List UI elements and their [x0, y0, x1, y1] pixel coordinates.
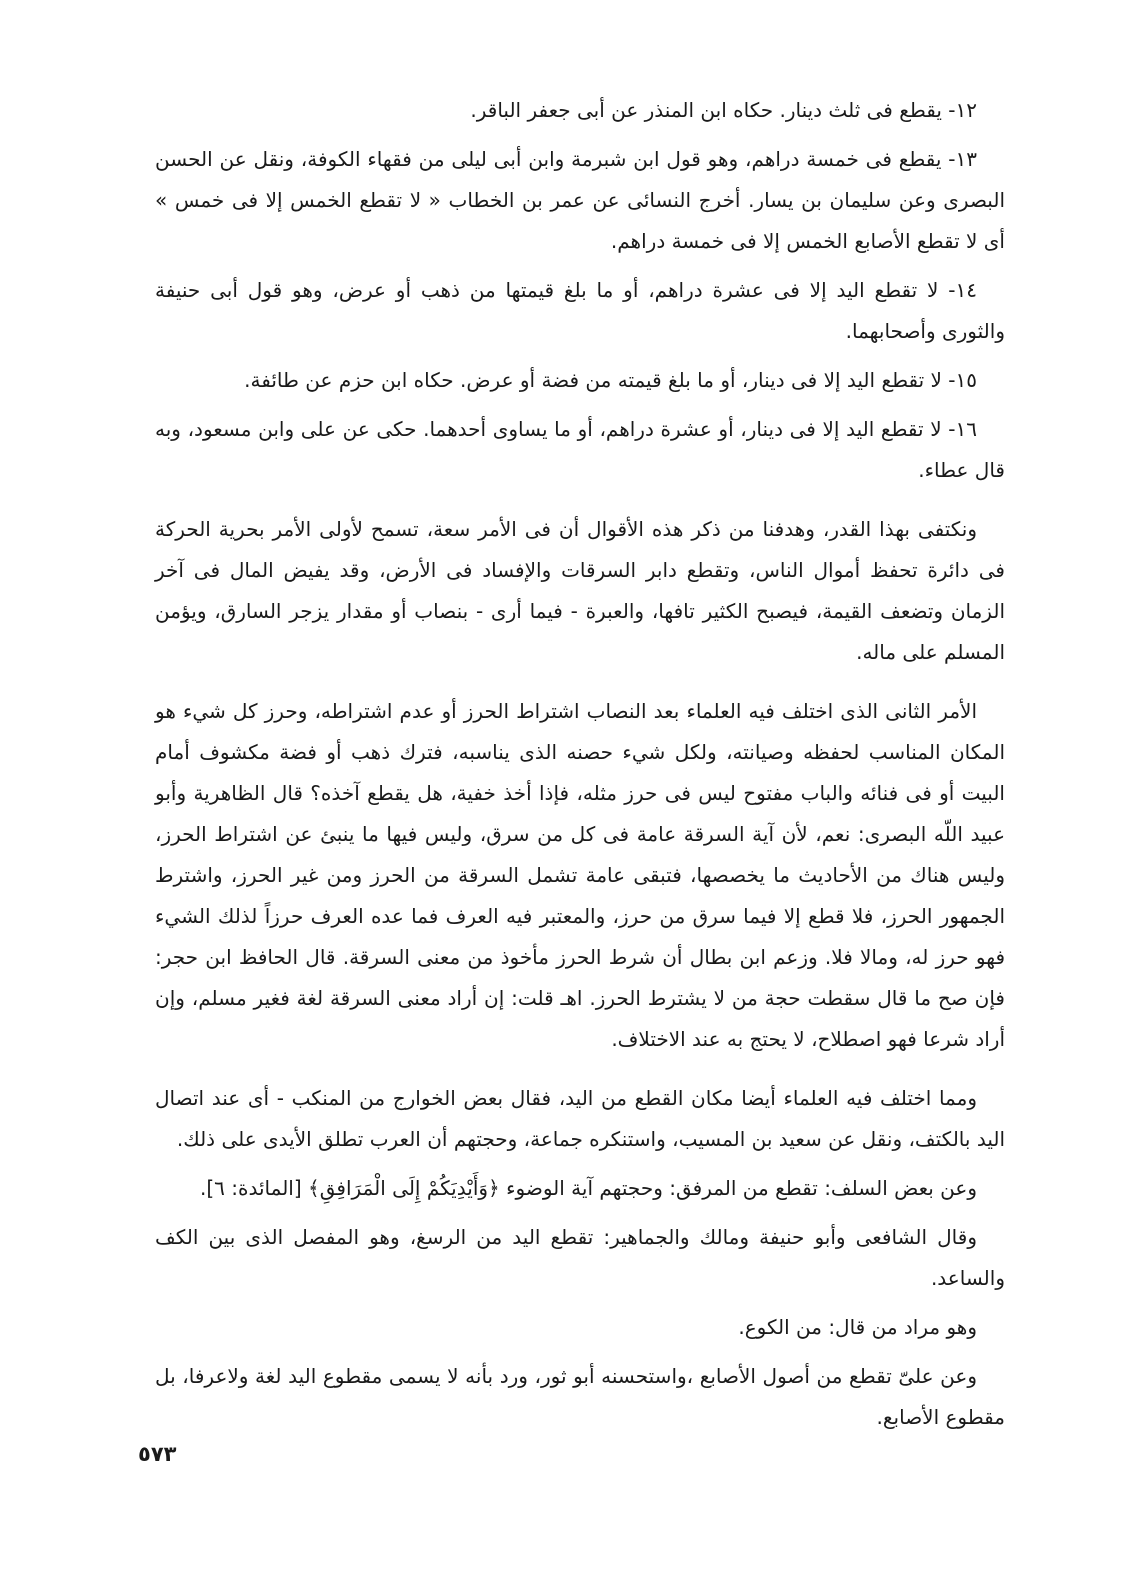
paragraph-wrist: وقال الشافعى وأبو حنيفة ومالك والجماهير: تقطع اليد من الرسغ، وهو المفصل الذى بين الكف والساعد. [155, 1225, 1005, 1290]
list-item-13: ١٣- يقطع فى خمسة دراهم، وهو قول ابن شبرمة وابن أبى ليلى من فقهاء الكوفة، ونقل عن الحسن البصرى وعن سليمان بن يسار. أخرج النسائى عن عمر بن الخطاب « لا تقطع الخمس إلا فى خمس » أى لا تقطع الأصابع الخمس إلا فى خمسة دراهم. [155, 147, 1005, 253]
list-item-15: ١٥- لا تقطع اليد إلا فى دينار، أو ما بلغ قيمته من فضة أو عرض. حكاه ابن حزم عن طائفة. [244, 368, 977, 392]
paragraph-cut-location: ومما اختلف فيه العلماء أيضا مكان القطع من اليد، فقال بعض الخوارج من المنكب - أى عند اتصال اليد بالكتف، ونقل عن سعيد بن المسيب، واستنكره جماعة، وحجتهم أن العرب تطلق الأيدى على ذلك. [155, 1086, 1005, 1151]
paragraph-kuu: وهو مراد من قال: من الكوع. [738, 1315, 977, 1339]
paragraph-hirz: الأمر الثانى الذى اختلف فيه العلماء بعد النصاب اشتراط الحرز أو عدم اشتراطه، وحرز كل شيء هو المكان المناسب لحفظه وصيانته، ولكل شيء حصنه الذى يناسبه، فترك ذهب أو فضة مكشوف أمام البيت أو فى فنائه والباب مفتوح ليس فى حرز مثله، فإذا أخذ خفية، هل يقطع آخذه؟ قال الظاهرية وأبو عبيد اللّه البصرى: نعم، لأن آية السرقة عامة فى كل من سرق، وليس فيها ما ينبئ عن اشتراط الحرز، وليس هناك من الأحاديث ما يخصصها، فتبقى عامة تشمل السرقة من الحرز ومن غير الحرز، واشترط الجمهور الحرز، فلا قطع إلا فيما سرق من حرز، والمعتبر فيه العرف فما عده العرف حرزاً لذلك الشيء فهو حرز له، ومالا فلا. وزعم ابن بطال أن شرط الحرز مأخوذ من معنى السرقة. قال الحافظ ابن حجر: فإن صح ما قال سقطت حجة من لا يشترط الحرز. اهـ قلت: إن أراد معنى السرقة لغة فغير مسلم، وإن أراد شرعا فهو اصطلاح، لا يحتج به عند الاختلاف. [155, 699, 1005, 1051]
paragraph-fingers: وعن علىّ تقطع من أصول الأصابع ،واستحسنه أبو ثور، ورد بأنه لا يسمى مقطوع اليد لغة ولاعرفا، بل مقطوع الأصابع. [155, 1364, 1005, 1429]
list-item-16: ١٦- لا تقطع اليد إلا فى دينار، أو عشرة دراهم، أو ما يساوى أحدهما. حكى عن على وابن مسعود، وبه قال عطاء. [155, 417, 1005, 482]
body-text [155, 90, 1005, 1446]
paragraph-conclusion: ونكتفى بهذا القدر، وهدفنا من ذكر هذه الأقوال أن فى الأمر سعة، تسمح لأولى الأمر بحرية الحركة فى دائرة تحفظ أموال الناس، وتقطع دابر السرقات والإفساد فى الأرض، وقد يفيض المال فى آخر الزمان وتضعف القيمة، فيصبح الكثير تافها، والعبرة - فيما أرى - بنصاب أو مقدار يزجر السارق، ويؤمن المسلم على ماله. [155, 517, 1005, 664]
paragraph-elbow: وعن بعض السلف: تقطع من المرفق: وحجتهم آية الوضوء ﴿وَأَيْدِيَكُمْ إِلَى الْمَرَافِقِ﴾ [المائدة: ٦]. [200, 1176, 977, 1200]
list-item-12: ١٢- يقطع فى ثلث دينار. حكاه ابن المنذر عن أبى جعفر الباقر. [470, 98, 977, 122]
list-item-14: ١٤- لا تقطع اليد إلا فى عشرة دراهم، أو ما بلغ قيمتها من ذهب أو عرض، وهو قول أبى حنيفة والثورى وأصحابهما. [155, 278, 1005, 343]
page-number: ٥٧٣ [138, 1442, 177, 1466]
